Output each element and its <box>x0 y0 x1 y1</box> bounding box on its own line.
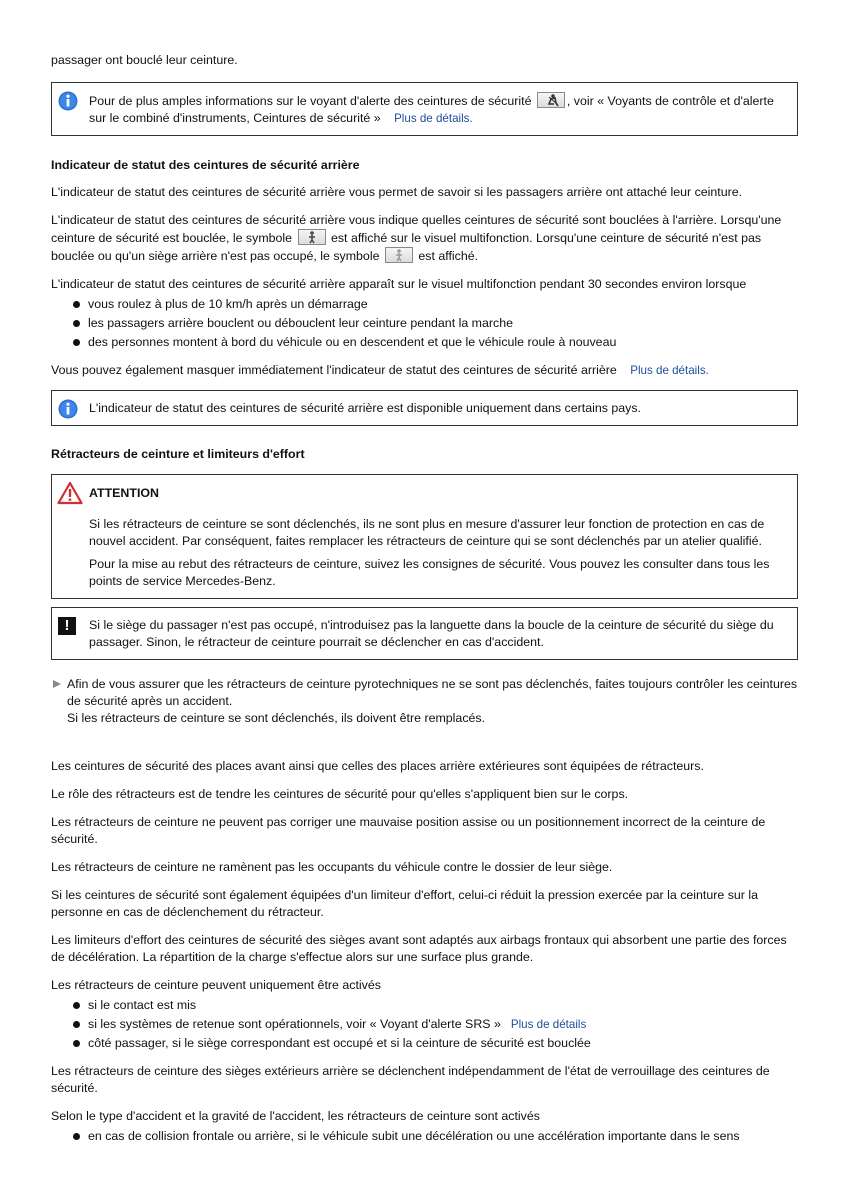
caution-exclamation-icon: ! <box>58 617 76 635</box>
bullet-list <box>51 295 798 352</box>
section-heading-retractors: Rétracteurs de ceinture et limiteurs d'effort <box>51 447 305 461</box>
section-heading-rear-status: Indicateur de statut des ceintures de sécurité arrière <box>51 158 360 172</box>
paragraph: L'indicateur de statut des ceintures de sécurité arrière vous permet de savoir si les passagers arrière ont attaché leur ceinture. <box>51 185 743 199</box>
paragraph: Les rétracteurs de ceinture peuvent uniquement être activés <box>51 978 381 992</box>
info-note-seatbelt-warning <box>51 82 798 136</box>
more-details-link[interactable]: Plus de détails. <box>630 364 709 377</box>
step-result: Si les rétracteurs de ceinture se sont déclenchés, ils doivent être remplacés. <box>67 711 486 725</box>
bullet-list <box>51 1127 798 1146</box>
attention-paragraph: Pour la mise au rebut des rétracteurs de ceinture, suivez les consignes de sécurité. Vous pouvez les consulter dans tous les points de service Mercedes-Benz. <box>89 557 770 588</box>
paragraph: Les rétracteurs de ceinture ne peuvent pas corriger une mauvaise position assise ou un positionnement incorrect de la ceinture de sécurité. <box>51 815 766 846</box>
info-note-availability <box>51 390 798 426</box>
more-details-link[interactable]: Plus de détails. <box>394 112 473 125</box>
intro-text: passager ont bouclé leur ceinture. <box>51 53 238 67</box>
paragraph-hide-indicator: Vous pouvez également masquer immédiatement l'indicateur de statut des ceintures de sécurité arrière Plus de détails. <box>51 363 709 377</box>
list-item: les passagers arrière bouclent ou débouclent leur ceinture pendant la marche <box>51 314 798 333</box>
caution-note-box <box>51 607 798 660</box>
step-arrow-icon <box>53 680 61 688</box>
list-item: si les systèmes de retenue sont opérationnels, voir « Voyant d'alerte SRS » Plus de détails <box>51 1015 798 1034</box>
paragraph: Les limiteurs d'effort des ceintures de sécurité des sièges avant sont adaptés aux airbags frontaux qui absorbent une partie des forces de décélération. La répartition de la charge s'effectue alors sur une surface plus grande. <box>51 933 787 964</box>
bullet-list <box>51 996 798 1053</box>
list-item: en cas de collision frontale ou arrière, si le véhicule subit une décélération ou une accélération importante dans le sens <box>51 1127 798 1146</box>
instruction-step <box>51 676 798 727</box>
list-item: vous roulez à plus de 10 km/h après un démarrage <box>51 295 798 314</box>
more-details-link[interactable]: Plus de détails <box>510 1018 587 1031</box>
warning-triangle-icon <box>57 481 83 505</box>
list-item: côté passager, si le siège correspondant est occupé et si la ceinture de sécurité est bouclée <box>51 1034 798 1053</box>
seatbelt-warning-symbol-icon <box>537 92 565 108</box>
paragraph: Les rétracteurs de ceinture des sièges extérieurs arrière se déclenchent indépendamment de l'état de verrouillage des ceintures de sécurité. <box>51 1064 770 1095</box>
belt-buckled-symbol-icon <box>298 229 326 245</box>
step-text: Afin de vous assurer que les rétracteurs de ceinture pyrotechniques ne se sont pas déclenchés, faites toujours contrôler les ceintures de sécurité après un accident. <box>67 677 798 708</box>
manual-page <box>51 52 798 1146</box>
info-icon <box>58 91 78 111</box>
paragraph: Selon le type d'accident et la gravité de l'accident, les rétracteurs de ceinture sont activés <box>51 1109 540 1123</box>
paragraph-symbols: L'indicateur de statut des ceintures de sécurité arrière vous indique quelles ceintures de sécurité sont bouclées à l'arrière. Lorsqu'une ceinture de sécurité est bouclée, le symbole est affiché sur le visuel multifonction. Lorsqu'une ceinture de sécurité n'est pas bouclée ou qu'un siège arrière n'est pas occupé, le symbole est affiché. <box>51 213 782 263</box>
attention-paragraph: Si les rétracteurs de ceinture se sont déclenchés, ils ne sont plus en mesure d'assurer leur fonction de protection en cas de nouvel accident. Par conséquent, faites remplacer les rétracteurs de ceinture qui se sont déclenchés par un atelier qualifié. <box>89 517 765 548</box>
paragraph: Le rôle des rétracteurs est de tendre les ceintures de sécurité pour qu'elles s'appliquent bien sur le corps. <box>51 787 629 801</box>
belt-unbuckled-symbol-icon <box>385 247 413 263</box>
paragraph: Si les ceintures de sécurité sont également équipées d'un limiteur d'effort, celui-ci réduit la pression exercée par la ceinture sur la personne en cas de déclenchement du rétracteur. <box>51 888 759 919</box>
info-icon <box>58 399 78 419</box>
paragraph: Les ceintures de sécurité des places avant ainsi que celles des places arrière extérieures sont équipées de rétracteurs. <box>51 759 704 773</box>
caution-text: Si le siège du passager n'est pas occupé, n'introduisez pas la languette dans la boucle de la ceinture de sécurité du siège du passager. Sinon, le rétracteur de ceinture pourrait se déclencher en cas d'accident. <box>89 618 774 649</box>
list-item: si le contact est mis <box>51 996 798 1015</box>
attention-title: ATTENTION <box>89 486 159 500</box>
list-item: des personnes montent à bord du véhicule ou en descendent et que le véhicule roule à nouveau <box>51 333 798 352</box>
info-note-text: Pour de plus amples informations sur le voyant d'alerte des ceintures de sécurité , voir « Voyants de contrôle et d'alerte sur le combiné d'instruments, Ceintures de sécurité » Plus de détails. <box>89 94 774 125</box>
paragraph: Les rétracteurs de ceinture ne ramènent pas les occupants du véhicule contre le dossier de leur siège. <box>51 860 613 874</box>
attention-warning-box <box>51 474 798 599</box>
info-note-text: L'indicateur de statut des ceintures de sécurité arrière est disponible uniquement dans certains pays. <box>89 401 642 415</box>
paragraph: L'indicateur de statut des ceintures de sécurité arrière apparaît sur le visuel multifonction pendant 30 secondes environ lorsque <box>51 277 747 291</box>
